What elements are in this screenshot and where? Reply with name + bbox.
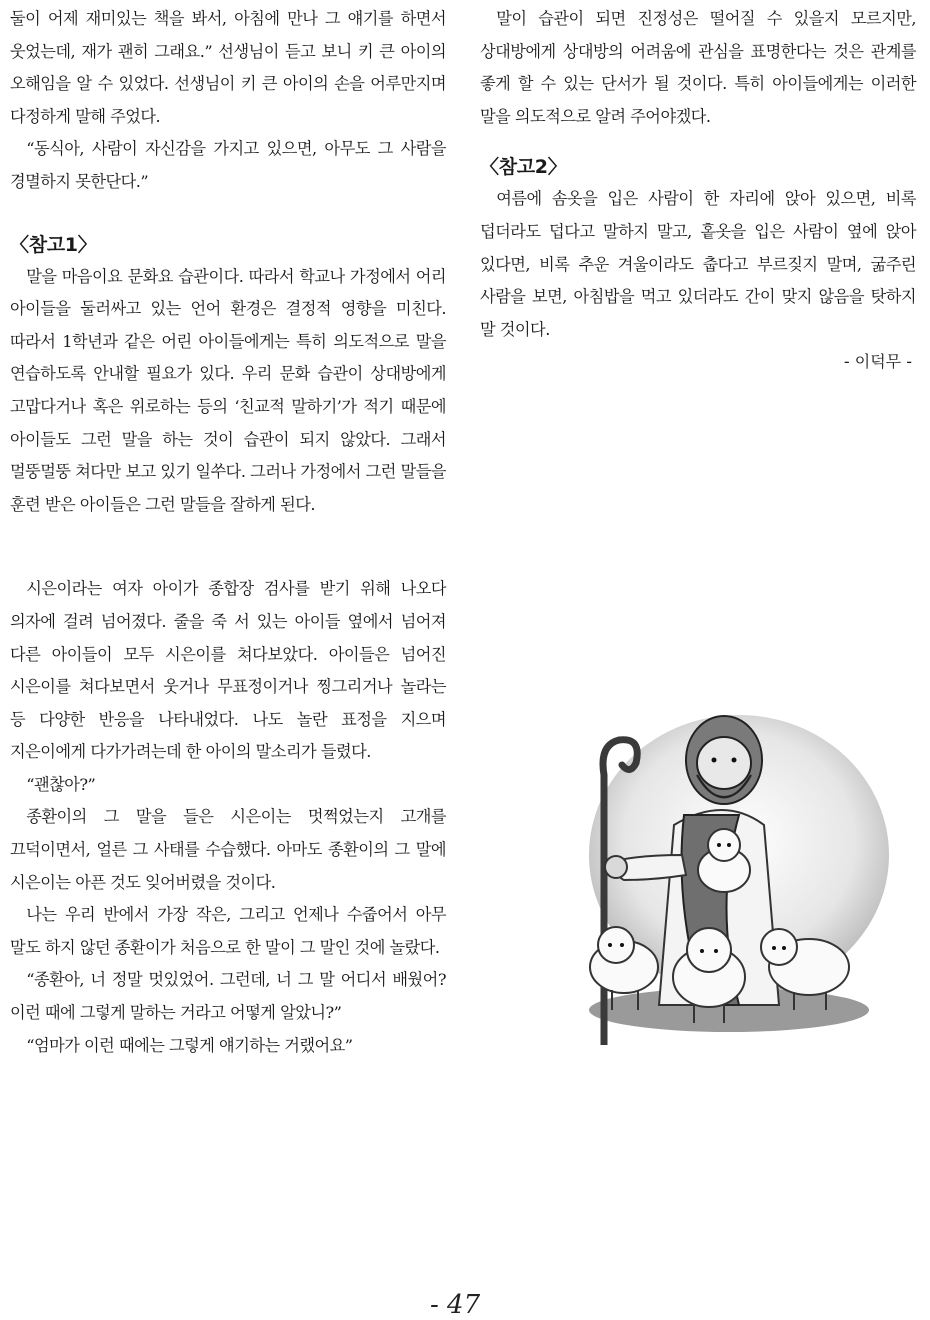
left-paragraph-1: 둘이 어제 재미있는 책을 봐서, 아침에 만나 그 얘기를 하면서 웃었는데, 재가 괜히 그래요.” 선생님이 듣고 보니 키 큰 아이의 오해임을 알 수 있었다. 선생님이 키 큰 아이의 손을 어루만지며 다정하게 말해 주었다. xyxy=(10,9,446,126)
left-column xyxy=(10,0,446,1062)
author-attribution: - 이덕무 - xyxy=(843,352,912,372)
left-paragraph-7: 나는 우리 반에서 가장 작은, 그리고 언제나 수줍어서 아무 말도 하지 않던 종환이가 처음으로 한 말이 그 말인 것에 놀랐다. xyxy=(10,905,446,957)
left-paragraph-5: “괜찮아?” xyxy=(26,774,96,794)
page-number: - 47 xyxy=(430,1290,481,1320)
left-paragraph-4: 시은이라는 여자 아이가 종합장 검사를 받기 위해 나오다 의자에 걸려 넘어졌다. 줄을 죽 서 있는 아이들 옆에서 넘어져 다른 아이들이 모두 시은이를 쳐다보았다. 아이들은 넘어진 시은이를 쳐다보면서 웃거나 무표정이거나 찡그리거나 놀라는 등 다양한 반응을 나타내었다. 나도 놀란 표정을 지으며 지은이에게 다가가려는데 한 아이의 말소리가 들렸다. xyxy=(10,579,446,762)
right-column xyxy=(480,0,916,378)
reference-1-body: 말을 마음이요 문화요 습관이다. 따라서 학교나 가정에서 어리 아이들을 둘러싸고 있는 언어 환경은 결정적 영향을 미친다. 따라서 1학년과 같은 어린 아이들에게는 특히 의도적으로 말을 연습하도록 안내할 필요가 있다. 우리 문화 습관이 상대방에게 고맙다거나 혹은 위로하는 등의 ‘친교적 말하기’가 적기 때문에 아이들도 그런 말을 하는 것이 습관이 되지 않았다. 그래서 멀뚱멀뚱 쳐다만 보고 있기 일쑤다. 그러나 가정에서 그런 말들을 훈련 받은 아이들은 그런 말들을 잘하게 된다. xyxy=(10,266,446,514)
shepherd-illustration xyxy=(564,705,894,1045)
left-paragraph-9: “엄마가 이런 때에는 그렇게 얘기하는 거랬어요” xyxy=(26,1035,353,1055)
left-paragraph-6: 종환이의 그 말을 들은 시은이는 멋쩍었는지 고개를 끄덕이면서, 얼른 그 사태를 수습했다. 아마도 종환이의 그 말에 시은이는 아픈 것도 잊어버렸을 것이다. xyxy=(10,807,446,892)
left-paragraph-2: “동식아, 사람이 자신감을 가지고 있으면, 아무도 그 사람을 경멸하지 못한단다.” xyxy=(10,139,446,191)
left-paragraph-8: “종환아, 너 정말 멋있었어. 그런데, 너 그 말 어디서 배웠어? 이런 때에 그렇게 말하는 거라고 어떻게 알았니?” xyxy=(10,970,446,1023)
reference-2-heading: 〈참고2〉 xyxy=(480,156,567,179)
right-paragraph-1: 말이 습관이 되면 진정성은 떨어질 수 있을지 모르지만, 상대방에게 상대방의 어려움에 관심을 표명한다는 것은 관계를 좋게 할 수 있는 단서가 될 것이다. 특히 아이들에게는 이러한 말을 의도적으로 알려 주어야겠다. xyxy=(480,9,916,126)
reference-2-body: 여름에 솜옷을 입은 사람이 한 자리에 앉아 있으면, 비록 덥더라도 덥다고 말하지 말고, 홑옷을 입은 사람이 옆에 앉아 있다면, 비록 추운 겨울이라도 춥다고 부르짖지 말며, 굶주린 사람을 보면, 아침밥을 먹고 있더라도 간이 맞지 않음을 탓하지 말 것이다. xyxy=(480,189,916,339)
reference-1-heading: 〈참고1〉 xyxy=(10,233,97,256)
